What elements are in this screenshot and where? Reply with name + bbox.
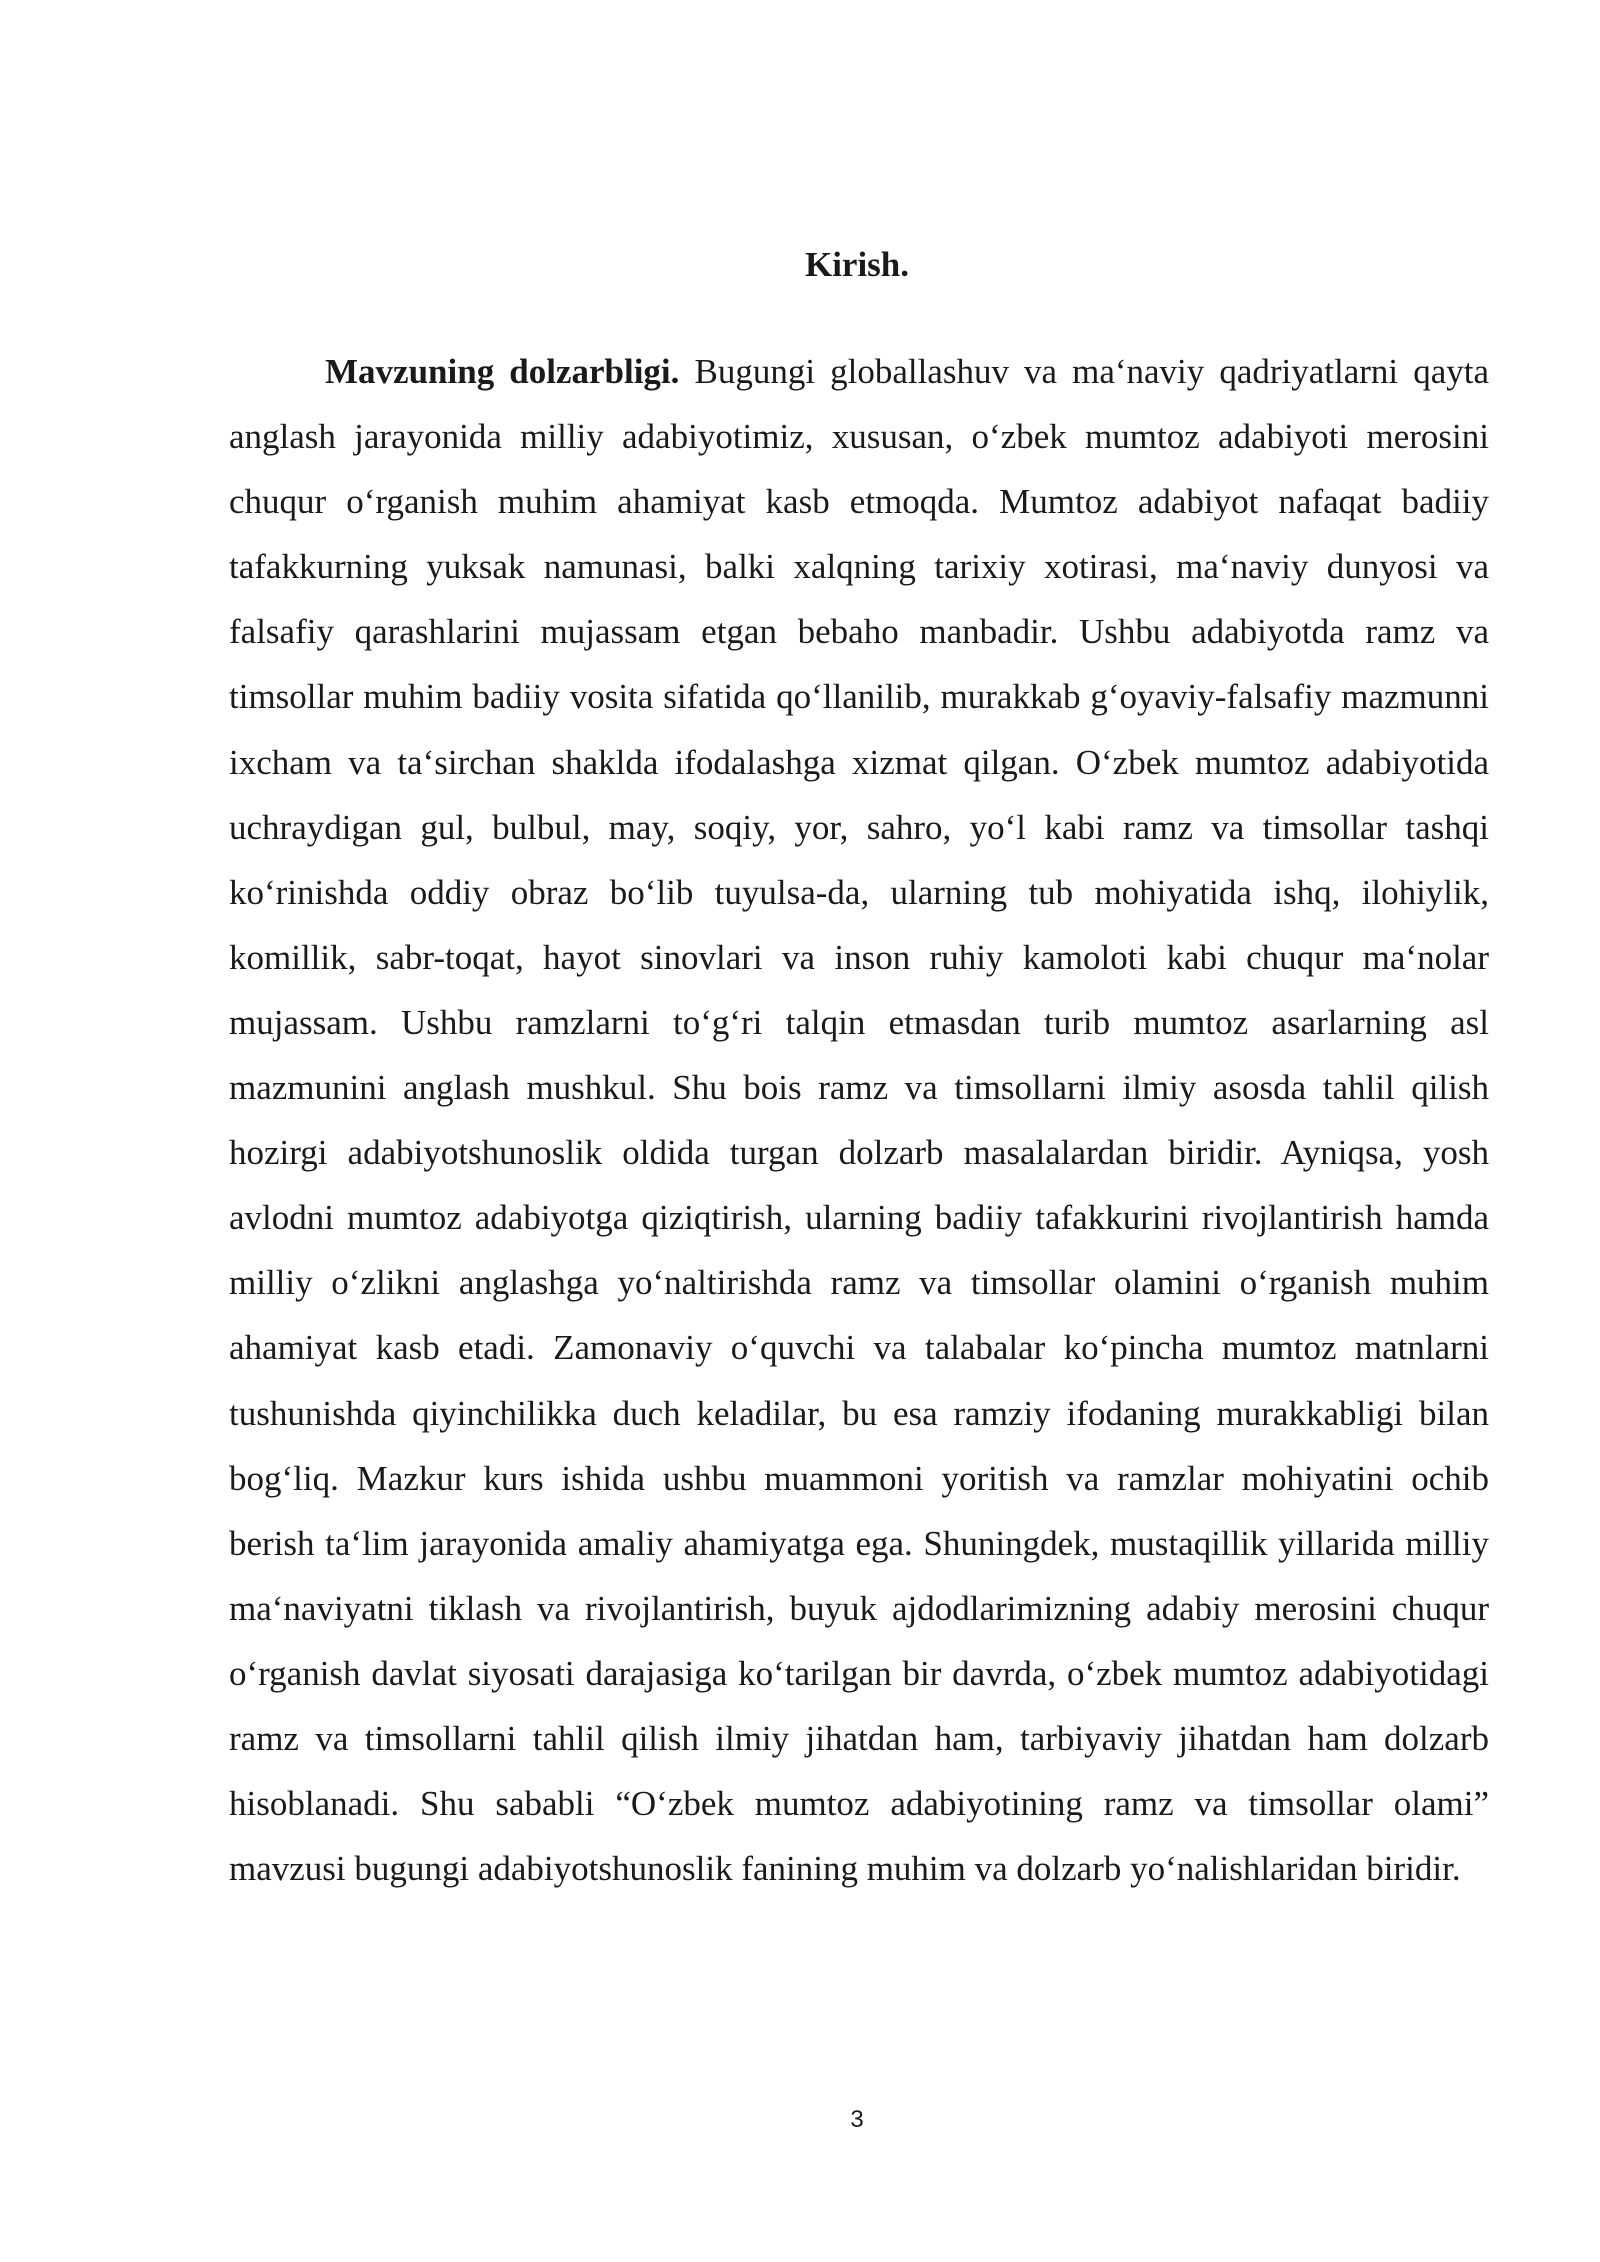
paragraph-lead: Mavzuning dolzarbligi. <box>325 352 680 391</box>
paragraph-text: Bugungi globallashuv va ma‘naviy qadriyatlarni qayta anglash jarayonida milliy adabiyotimiz, xususan, o‘zbek mumtoz adabiyoti merosini chuqur o‘rganish muhim ahamiyat kasb etmoqda. Mumtoz adabiyot nafaqat badiiy tafakkurning yuksak namunasi, balki xalqning tarixiy xotirasi, ma‘naviy dunyosi va falsafiy qarashlarini mujassam etgan bebaho manbadir. Ushbu adabiyotda ramz va timsollar muhim badiiy vosita sifatida qo‘llanilib, murakkab g‘oyaviy-falsafiy mazmunni ixcham va ta‘sirchan shaklda ifodalashga xizmat qilgan. O‘zbek mumtoz adabiyotida uchraydigan gul, bulbul, may, soqiy, yor, sahro, yo‘l kabi ramz va timsollar tashqi ko‘rinishda oddiy obraz bo‘lib tuyulsa-da, ularning tub mohiyatida ishq, ilohiylik, komillik, sabr-toqat, hayot sinovlari va inson ruhiy kamoloti kabi chuqur ma‘nolar mujassam. Ushbu ramzlarni to‘g‘ri talqin etmasdan turib mumtoz asarlarning asl mazmunini anglash mushkul. Shu bois ramz va timsollarni ilmiy asosda tahlil qilish hozirgi adabiyotshunoslik oldida turgan dolzarb masalalardan biridir. Ayniqsa, yosh avlodni mumtoz adabiyotga qiziqtirish, ularning badiiy tafakkurini rivojlantirish hamda milliy o‘zlikni anglashga yo‘naltirishda ramz va timsollar olamini o‘rganish muhim ahamiyat kasb etadi. Zamonaviy o‘quvchi va talabalar ko‘pincha mumtoz matnlarni tushunishda qiyinchilikka duch keladilar, bu esa ramziy ifodaning murakkabligi bilan bog‘liq. Mazkur kurs ishida ushbu muammoni yoritish va ramzlar mohiyatini ochib berish ta‘lim jarayonida amaliy ahamiyatga ega. Shuningdek, mustaqillik yillarida milliy ma‘naviyatni tiklash va rivojlantirish, buyuk ajdodlarimizning adabiy merosini chuqur o‘rganish davlat siyosati darajasiga ko‘tarilgan bir davrda, o‘zbek mumtoz adabiyotidagi ramz va timsollarni tahlil qilish ilmiy jihatdan ham, tarbiyaviy jihatdan ham dolzarb hisoblanadi. Shu sababli “O‘zbek mumtoz adabiyotining ramz va timsollar olami” mavzusi bugungi adabiyotshunoslik fanining muhim va dolzarb yo‘nalishlaridan biridir. <box>229 352 1490 1889</box>
section-heading: Kirish. <box>804 245 910 284</box>
intro-paragraph <box>229 339 1489 1901</box>
page-number: 3 <box>850 2106 864 2133</box>
